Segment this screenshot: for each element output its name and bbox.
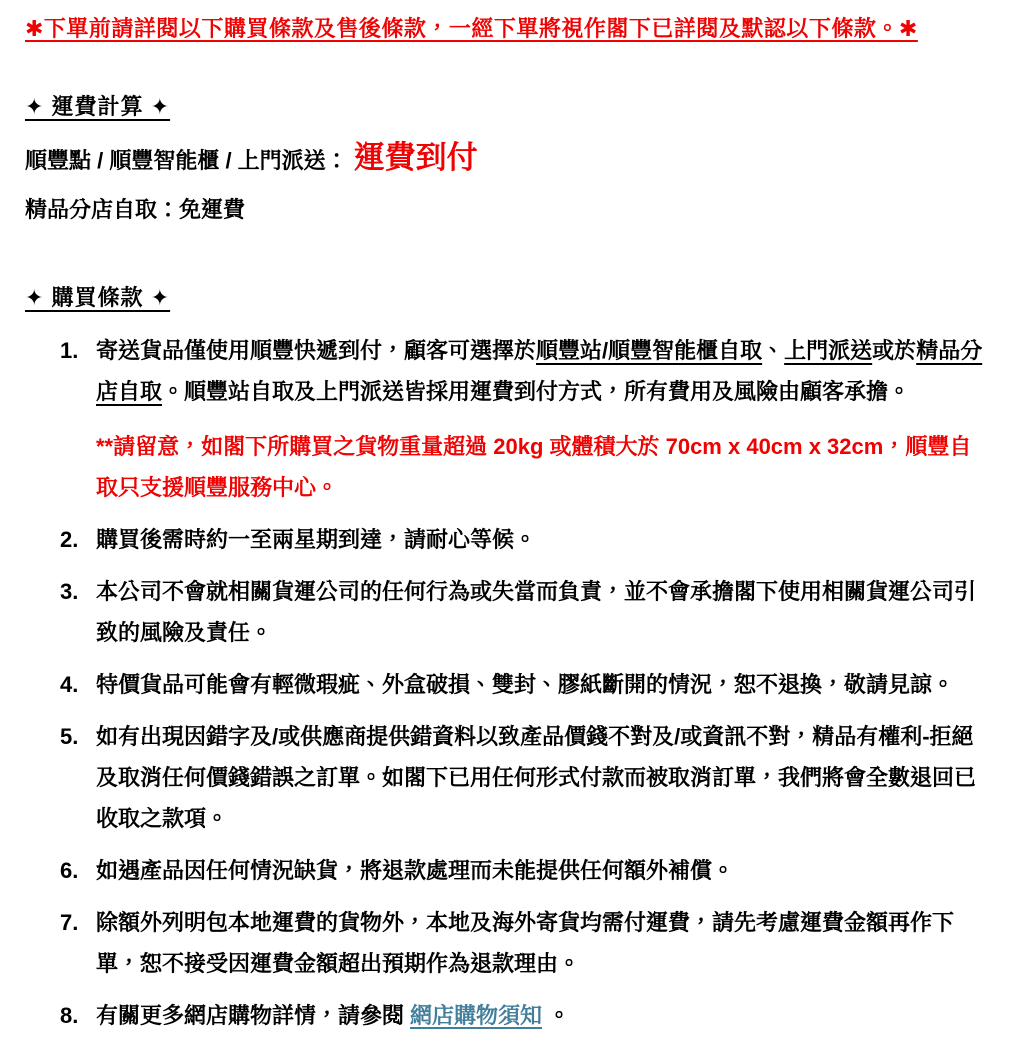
term-text: 購買後需時約一至兩星期到達，請耐心等候。 bbox=[96, 527, 537, 552]
term-text bbox=[96, 330, 991, 508]
online-shopping-guide-link[interactable]: 網店購物須知 bbox=[410, 1003, 543, 1028]
term-item-4 bbox=[60, 664, 1001, 705]
shipping-methods-line bbox=[25, 138, 1001, 181]
weight-size-limit-note: **請留意，如閣下所購買之貨物重量超過 20kg 或體積大於 70cm x 40cm x 32cm，順豐自取只支援順豐服務中心。 bbox=[96, 434, 972, 500]
term-1-text: 。順豐站自取及上門派送皆採用運費到付方式，所有費用及風險由顧客承擔。 bbox=[162, 379, 911, 404]
term-text: 本公司不會就相關貨運公司的任何行為或失當而負責，並不會承擔閣下使用相關貨運公司引致的風險及責任。 bbox=[96, 579, 977, 645]
purchase-terms-section-heading: ✦ 購買條款 ✦ bbox=[25, 285, 171, 310]
term-number: 8. bbox=[60, 1003, 79, 1028]
terms-list bbox=[60, 330, 1001, 1036]
term-item-1 bbox=[60, 330, 1001, 508]
term-text: 特價貨品可能會有輕微瑕疵、外盒破損、雙封、膠紙斷開的情況，恕不退換，敬請見諒。 bbox=[96, 672, 955, 697]
term-1-text: 、 bbox=[762, 338, 785, 363]
term-item-6 bbox=[60, 850, 1001, 891]
term-number: 1. bbox=[60, 338, 79, 363]
term-number: 5. bbox=[60, 724, 79, 749]
term-text: 如有出現因錯字及/或供應商提供錯資料以致產品價錢不對及/或資訊不對，精品有權利-拒絕及取消任何價錢錯誤之訂單。如閣下已用任何形式付款而被取消訂單，我們將會全數退回已收取之款項。 bbox=[96, 724, 977, 831]
term-8-text: 。 bbox=[548, 1003, 571, 1028]
term-text bbox=[96, 995, 570, 1036]
term-text: 如遇產品因任何情況缺貨，將退款處理而未能提供任何額外補償。 bbox=[96, 858, 735, 883]
term-8-text: 有關更多網店購物詳情，請參閱 bbox=[96, 1003, 405, 1028]
term-1-paragraph bbox=[96, 330, 991, 412]
term-number: 2. bbox=[60, 527, 79, 552]
term-number: 7. bbox=[60, 910, 79, 935]
pre-order-notice: ✱下單前請詳閱以下購買條款及售後條款，一經下單將視作閣下已詳閱及默認以下條款。✱ bbox=[25, 16, 918, 41]
store-pickup-underline: 精品分店自取 bbox=[96, 338, 983, 404]
shipping-fee-section-heading: ✦ 運費計算 ✦ bbox=[25, 94, 171, 119]
term-item-7 bbox=[60, 902, 1001, 984]
term-number: 3. bbox=[60, 579, 79, 604]
home-delivery-underline: 上門派送 bbox=[784, 338, 873, 363]
freight-collect-value: 運費到付 bbox=[353, 140, 478, 175]
term-item-5 bbox=[60, 716, 1001, 839]
term-text: 除額外列明包本地運費的貨物外，本地及海外寄貨均需付運費，請先考慮運費金額再作下單，恕不接受因運費金額超出預期作為退款理由。 bbox=[96, 910, 955, 976]
term-number: 6. bbox=[60, 858, 79, 883]
term-item-8 bbox=[60, 995, 1001, 1036]
shipping-methods-label: 順豐點 / 順豐智能櫃 / 上門派送： bbox=[25, 148, 348, 173]
term-number: 4. bbox=[60, 672, 79, 697]
sf-pickup-underline: 順豐站/順豐智能櫃自取 bbox=[536, 338, 763, 363]
term-1-text: 寄送貨品僅使用順豐快遞到付，顧客可選擇於 bbox=[96, 338, 537, 363]
term-1-text: 或於 bbox=[872, 338, 917, 363]
store-pickup-line: 精品分店自取：免運費 bbox=[25, 197, 246, 222]
term-item-2 bbox=[60, 519, 1001, 560]
term-item-3 bbox=[60, 571, 1001, 653]
